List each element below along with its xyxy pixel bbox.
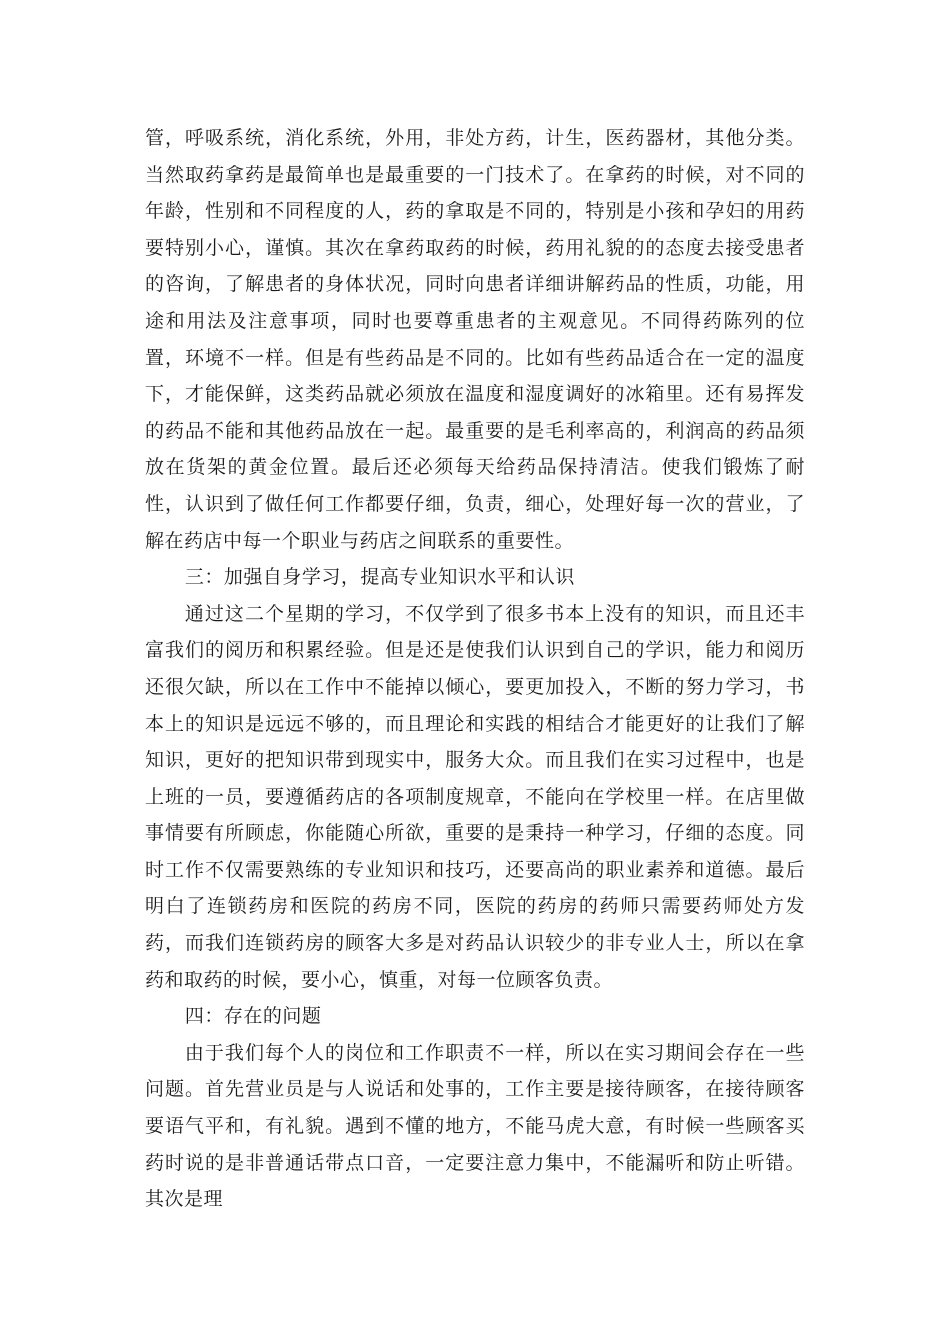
body-paragraph-3: 由于我们每个人的岗位和工作职责不一样，所以在实习期间会存在一些问题。首先营业员是与人说话和处事的，工作主要是接待顾客，在接待顾客要语气平和，有礼貌。遇到不懂的地方，不能马虎大意，有时候一些顾客买药时说的是非普通话带点口音，一定要注意力集中，不能漏听和防止听错。其次是理 xyxy=(145,1041,805,1211)
section-heading-4: 四：存在的问题 xyxy=(184,1005,322,1028)
section-heading-3: 三：加强自身学习，提高专业知识水平和认识 xyxy=(184,566,575,589)
body-paragraph-1: 管，呼吸系统，消化系统，外用，非处方药，计生，医药器材，其他分类。当然取药拿药是最简单也是最重要的一门技术了。在拿药的时候，对不同的年龄，性别和不同程度的人，药的拿取是不同的，特别是小孩和孕妇的用药要特别小心，谨慎。其次在拿药取药的时候，药用礼貌的的态度去接受患者的咨询，了解患者的身体状况，同时向患者详细讲解药品的性质，功能，用途和用法及注意事项，同时也要尊重患者的主观意见。不同得药陈列的位置，环境不一样。但是有些药品是不同的。比如有些药品适合在一定的温度下，才能保鲜，这类药品就必须放在温度和湿度调好的冰箱里。还有易挥发的药品不能和其他药品放在一起。最重要的是毛利率高的，利润高的药品须放在货架的黄金位置。最后还必须每天给药品保持清洁。使我们锻炼了耐性，认识到了做任何工作都要仔细，负责，细心，处理好每一次的营业，了解在药店中每一个职业与药店之间联系的重要性。 xyxy=(145,127,805,552)
document-body xyxy=(145,120,805,1218)
body-paragraph-2: 通过这二个星期的学习，不仅学到了很多书本上没有的知识，而且还丰富我们的阅历和积累经验。但是还是使我们认识到自己的学识，能力和阅历还很欠缺，所以在工作中不能掉以倾心，要更加投入，不断的努力学习，书本上的知识是远远不够的，而且理论和实践的相结合才能更好的让我们了解知识，更好的把知识带到现实中，服务大众。而且我们在实习过程中，也是上班的一员，要遵循药店的各项制度规章，不能向在学校里一样。在店里做事情要有所顾虑，你能随心所欲，重要的是秉持一种学习，仔细的态度。同时工作不仅需要熟练的专业知识和技巧，还要高尚的职业素养和道德。最后明白了连锁药房和医院的药房不同，医院的药房的药师只需要药师处方发药，而我们连锁药房的顾客大多是对药品认识较少的非专业人士，所以在拿药和取药的时候，要小心，慎重，对每一位顾客负责。 xyxy=(145,602,805,991)
